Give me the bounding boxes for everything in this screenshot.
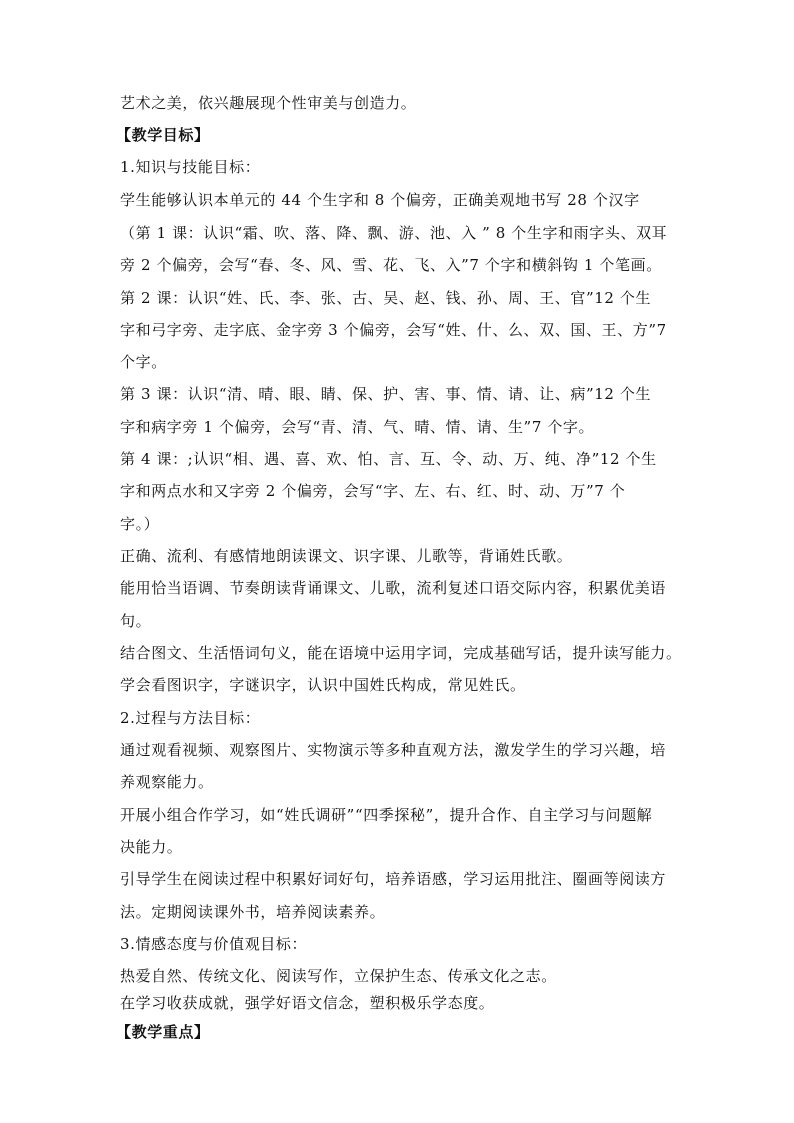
paragraph-line: 法。定期阅读课外书，培养阅读素养。 <box>120 903 386 921</box>
paragraph-line: 个字。 <box>120 353 167 371</box>
paragraph-line: 能用恰当语调、节奏朗读背诵课文、儿歌，流利复述口语交际内容，积累优美语 <box>120 579 667 597</box>
subheading-knowledge-skills: 1.知识与技能目标： <box>120 158 261 176</box>
paragraph-line: 字和弓字旁、走字底、金字旁 3 个偏旁，会写“姓、什、么、双、国、王、方”7 <box>120 321 667 339</box>
paragraph-line: 第 3 课：认识“清、晴、眼、睛、保、护、害、事、情、请、让、病”12 个生 <box>120 385 652 403</box>
paragraph-line: 学生能够认识本单元的 44 个生字和 8 个偏旁，正确美观地书写 28 个汉字 <box>120 191 640 209</box>
paragraph-line: 字。） <box>120 515 160 533</box>
subheading-emotion-values: 3.情感态度与价值观目标： <box>120 935 308 953</box>
paragraph-line: 热爱自然、传统文化、阅读写作，立保护生态、传承文化之志。 <box>120 967 557 985</box>
paragraph-line: 旁 2 个偏旁，会写“春、冬、风、雪、花、飞、入”7 个字和横斜钩 1 个笔画。 <box>120 256 662 274</box>
paragraph-line: 第 4 课：;认识“相、遇、喜、欢、怕、言、互、令、动、万、纯、净”12 个生 <box>120 450 657 468</box>
paragraph-line: 结合图文、生活悟词句义，能在语境中运用字词，完成基础写话，提升读写能力。 <box>120 644 682 662</box>
paragraph-line: 养观察能力。 <box>120 773 214 791</box>
paragraph-line: 决能力。 <box>120 838 183 856</box>
section-heading-teaching-goals: 【教学目标】 <box>116 126 210 144</box>
paragraph-line: 字和病字旁 1 个偏旁，会写“青、清、气、晴、情、请、生”7 个字。 <box>120 418 595 436</box>
paragraph-line: 艺术之美，依兴趣展现个性审美与创造力。 <box>120 94 417 112</box>
paragraph-line: 在学习收获成就，强学好语文信念，塑积极乐学态度。 <box>120 994 495 1012</box>
paragraph-line: （第 1 课：认识“霜、吹、落、降、飘、游、池、入 ” 8 个生字和雨字头、双耳 <box>120 224 668 242</box>
section-heading-teaching-focus: 【教学重点】 <box>116 1023 210 1041</box>
paragraph-line: 开展小组合作学习，如“姓氏调研”“四季探秘”，提升合作、自主学习与问题解 <box>120 806 653 824</box>
paragraph-line: 引导学生在阅读过程中积累好词好句，培养语感，学习运用批注、圈画等阅读方 <box>120 870 667 888</box>
paragraph-line: 学会看图识字，字谜识字，认识中国姓氏构成，常见姓氏。 <box>120 676 526 694</box>
paragraph-line: 正确、流利、有感情地朗读课文、识字课、儿歌等，背诵姓氏歌。 <box>120 547 573 565</box>
paragraph-line: 句。 <box>120 612 152 630</box>
paragraph-line: 第 2 课：认识“姓、氏、李、张、古、吴、赵、钱、孙、周、王、官”12 个生 <box>120 289 652 307</box>
paragraph-line: 通过观看视频、观察图片、实物演示等多种直观方法，激发学生的学习兴趣，培 <box>120 741 667 759</box>
paragraph-line: 字和两点水和又字旁 2 个偏旁，会写“字、左、右、红、时、动、万”7 个 <box>120 482 626 500</box>
subheading-process-methods: 2.过程与方法目标： <box>120 709 261 727</box>
